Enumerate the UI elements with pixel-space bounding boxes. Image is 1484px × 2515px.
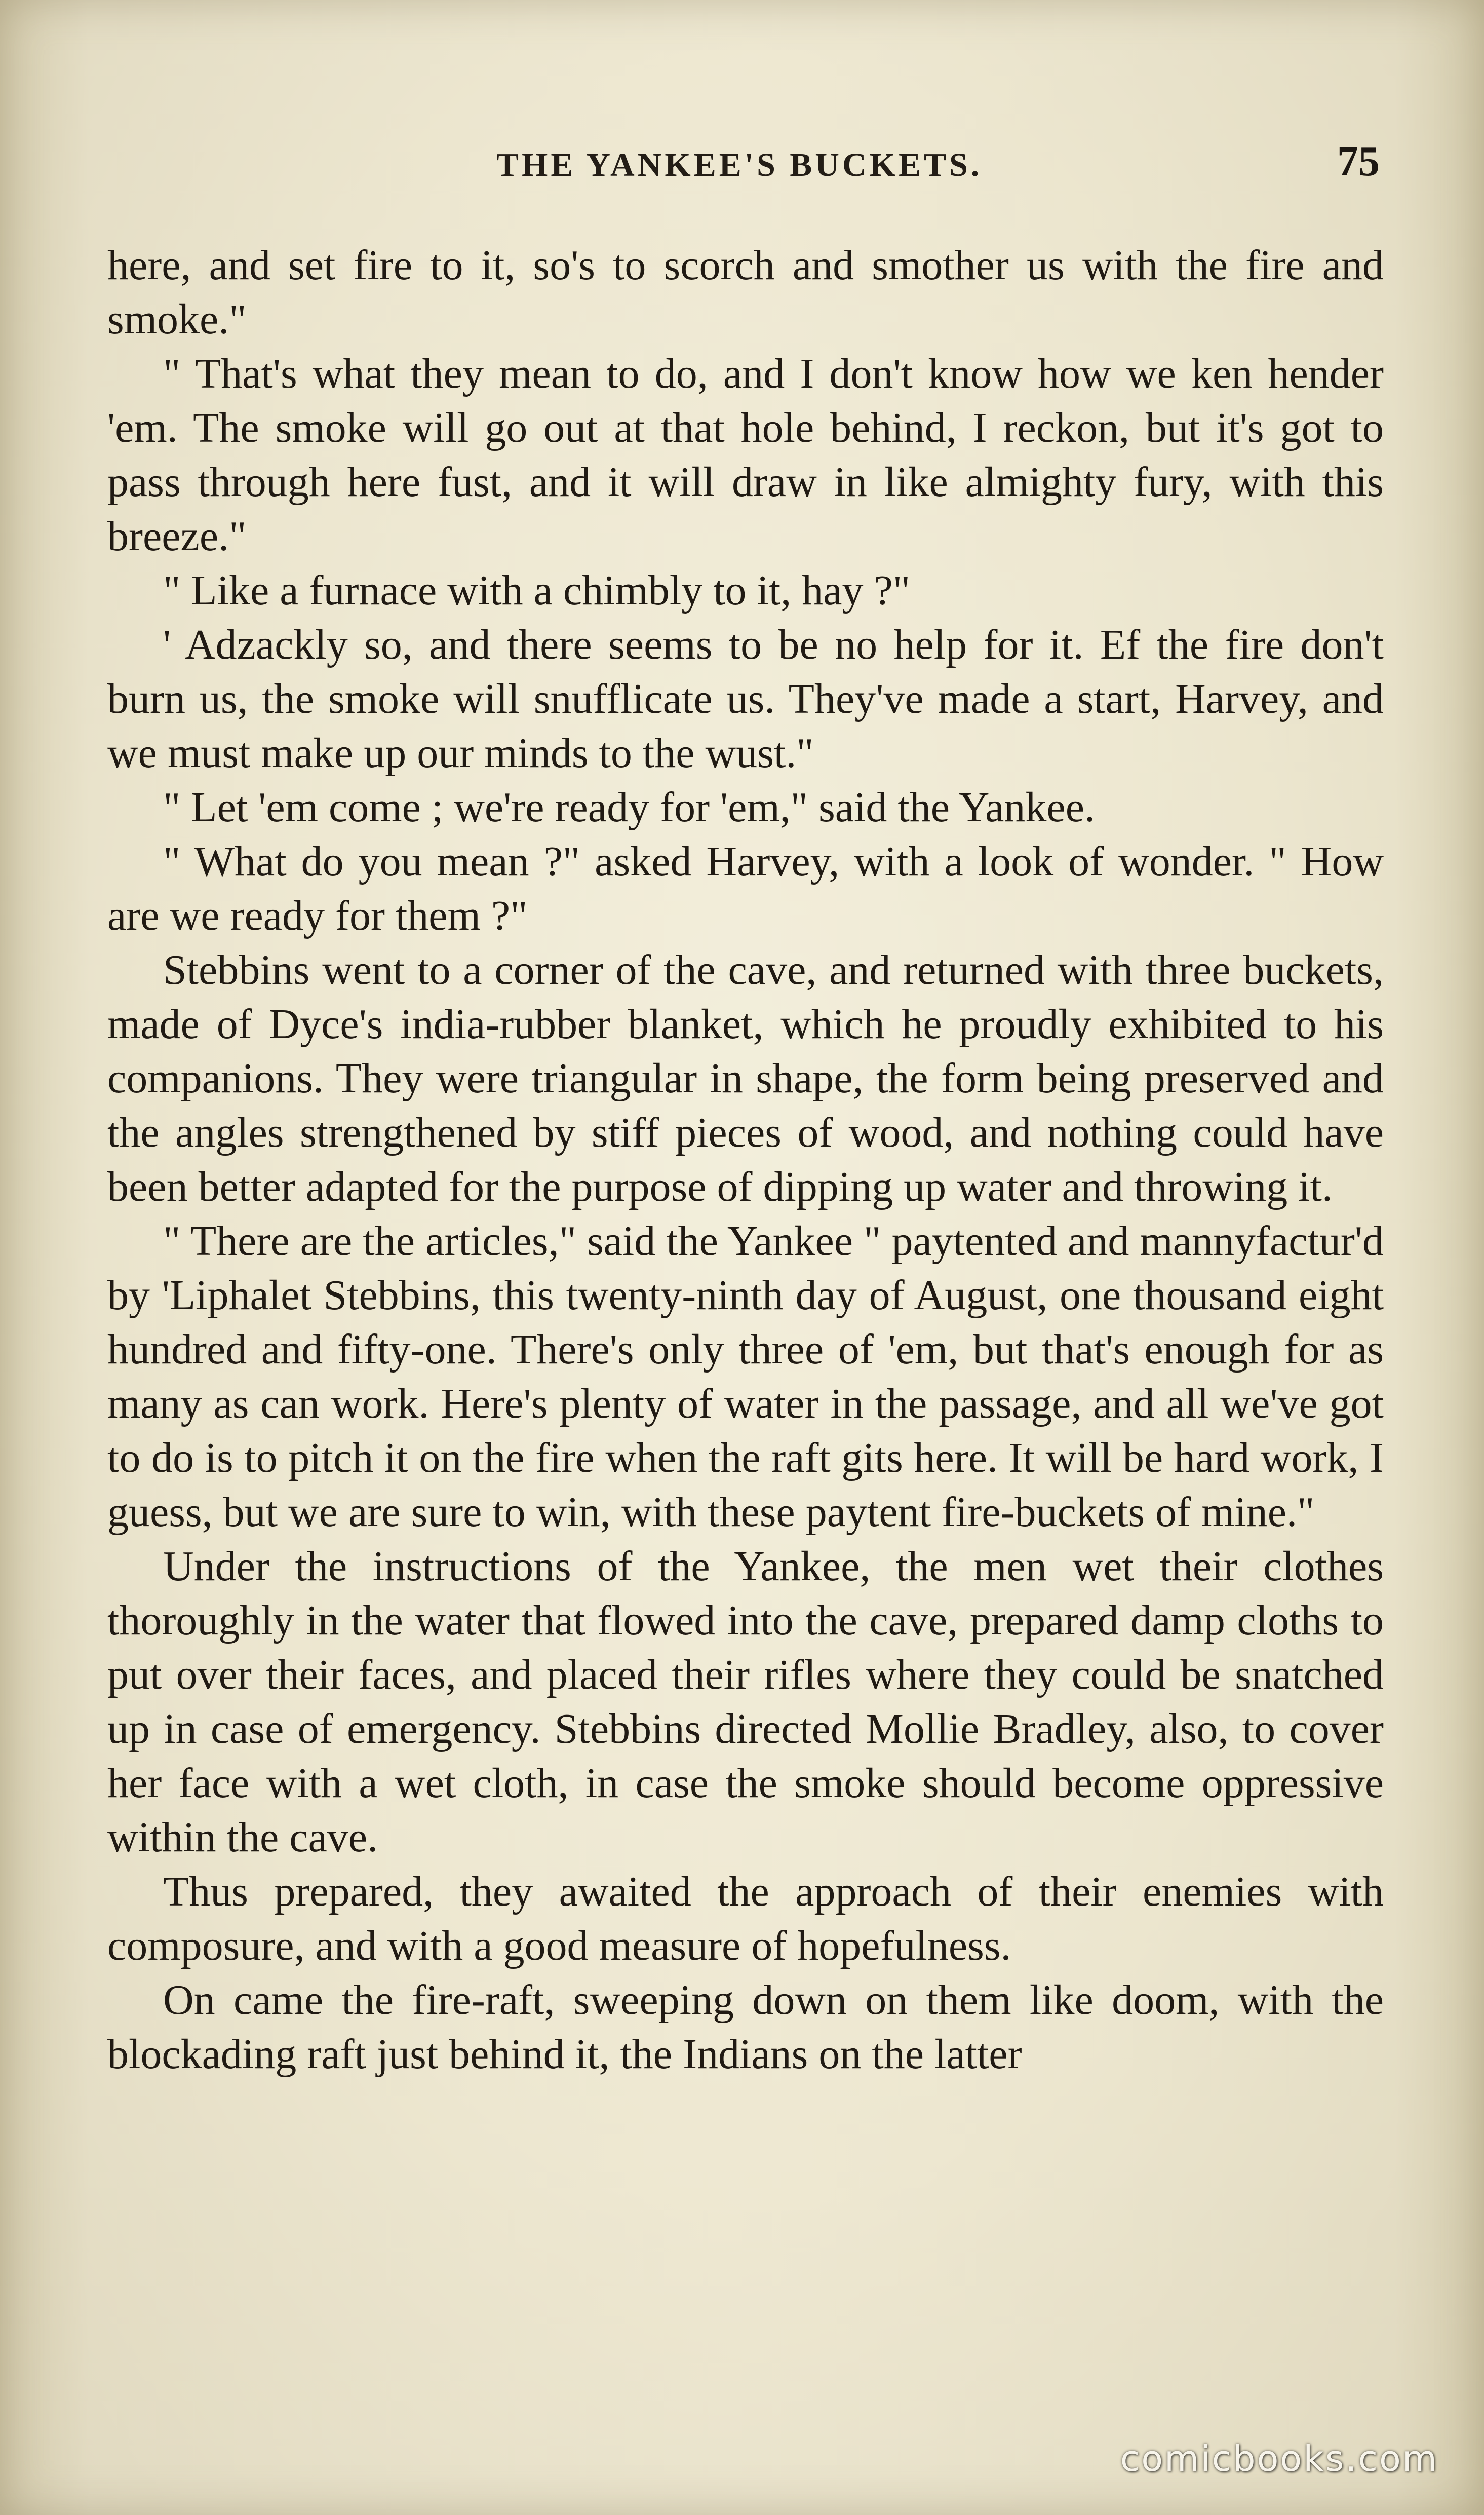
paragraph: " Like a furnace with a chimbly to it, hay ?" bbox=[163, 567, 911, 614]
paragraph: On came the fire-raft, sweeping down on them like doom, with the blockading raft just behind it, the Indians on the latter bbox=[107, 1976, 1384, 2078]
paragraph: Under the instructions of the Yankee, the men wet their clothes thoroughly in the water that flowed into the cave, prepared damp cloths to put over their faces, and placed their rifles where they could be snatched up in case of emergency. Stebbins directed Mollie Bradley, also, to cover her face with a wet cloth, in case the smoke should become oppressive within the cave. bbox=[107, 1543, 1384, 1861]
paragraph: " Let 'em come ; we're ready for 'em," said the Yankee. bbox=[163, 784, 1096, 831]
paragraph: " What do you mean ?" asked Harvey, with a look of wonder. " How are we ready for them ?" bbox=[107, 838, 1384, 939]
body-text bbox=[107, 238, 1384, 2081]
paragraph-continued: here, and set fire to it, so's to scorch and smother us with the fire and smoke." bbox=[107, 242, 1384, 343]
paragraph: Thus prepared, they awaited the approach of their enemies with composure, and with a good measure of hopefulness. bbox=[107, 1868, 1384, 1969]
paragraph: " There are the articles," said the Yankee " paytented and mannyfactur'd by 'Liphalet Stebbins, this twenty-ninth day of August, one thousand eight hundred and fifty-one. There's only three of 'em, but that's enough for as many as can work. Here's plenty of water in the passage, and all we've got to do is to pitch it on the fire when the raft gits here. It will be hard work, I guess, but we are sure to win, with these paytent fire-buckets of mine." bbox=[107, 1217, 1384, 1536]
paragraph: ' Adzackly so, and there seems to be no help for it. Ef the fire don't burn us, the smoke will snufflicate us. They've made a start, Harvey, and we must make up our minds to the wust." bbox=[107, 621, 1384, 777]
page-number: 75 bbox=[1337, 138, 1380, 185]
running-head bbox=[0, 137, 1484, 193]
watermark: comicbooks.com bbox=[1120, 2438, 1438, 2480]
paragraph: Stebbins went to a corner of the cave, and returned with three buckets, made of Dyce's india-rubber blanket, which he proudly exhibited to his companions. They were triangular in shape, the form being preserved and the angles strengthened by stiff pieces of wood, and nothing could have been better adapted for the purpose of dipping up water and throwing it. bbox=[107, 946, 1384, 1210]
paragraph: " That's what they mean to do, and I don't know how we ken hender 'em. The smoke will go out at that hole behind, I reckon, but it's got to pass through here fust, and it will draw in like almighty fury, with this breeze." bbox=[107, 350, 1384, 560]
running-title: THE YANKEE'S BUCKETS. bbox=[496, 146, 983, 183]
